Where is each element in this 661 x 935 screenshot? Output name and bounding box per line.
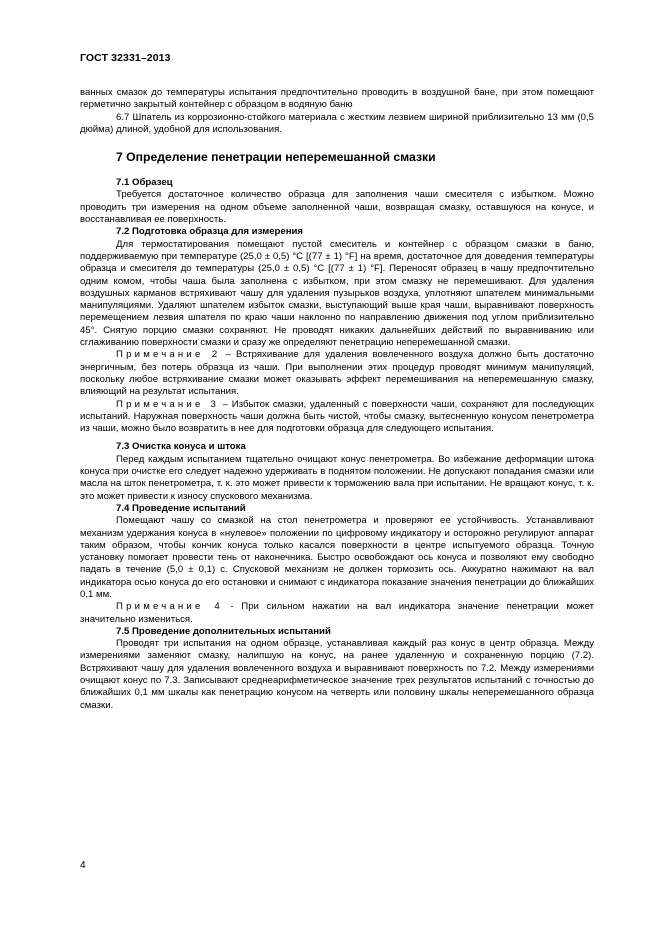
note-3 (80, 399, 594, 436)
intro-paragraph: ванных смазок до температуры испытания предпочтительно проводить в воздушной бане, при этом помещают герметично закрытый контейнер с образцом в водяную баню (80, 87, 594, 111)
note-2-label: Примечание 2 (116, 349, 221, 361)
page-number: 4 (80, 860, 86, 871)
clause-7-3-heading: 7.3 Очистка конуса и штока (116, 441, 246, 453)
note-3-label: Примечание 3 (116, 398, 219, 410)
note-3-text: – Избыток смазки, удаленный с поверхности чаши, сохраняют для последующих испытаний. Наружная поверхность чаши должна быть чистой, чтобы смазку, вытесненную конусом пенетрометра из чаши, можно было возвратить в нее для подготовки образца для следующего испытания. (80, 398, 594, 435)
clause-7-4-text: Помещают чашу со смазкой на стол пенетрометра и проверяют ее устойчивость. Устанавливают механизм удержания конуса в «нулевое» положении по цифровому индикатору и осторожно регулируют аппарат таким образом, чтобы кончик конуса только касался поверхности в центре испытуемого образца. Точную установку помогает провести тень от наконечника. Быстро освобождают ось конуса и позволяют ему свободно падать в течение (5,0 ± 0,1) с. Спусковой механизм не должен тормозить ось. Аккуратно нажимают на вал индикатора осью конуса до его остановки и снимают с индикатора показание значения пенетрации до ближайших 0,1 мм. (80, 515, 594, 600)
note-2 (80, 349, 594, 398)
clause-7-4-heading: 7.4 Проведение испытаний (116, 502, 246, 514)
document-body (80, 87, 594, 712)
clause-7-1-heading: 7.1 Образец (116, 177, 173, 189)
note-4 (80, 601, 594, 626)
note-2-text: – Встряхивание для удаления вовлеченного воздуха должно быть достаточно энергичным, без потерь образца из чаши. При выполнении этих процедур проводят минимум манипуляций, поскольку любое встряхивание смазки может оказывать эффект перемешивания на неперемешанную смазку, влияющий на результат испытания. (80, 349, 594, 398)
clause-7-5-heading: 7.5 Проведение дополнительных испытаний (116, 625, 331, 637)
section-7-title: 7 Определение пенетрации неперемешанной смазки (116, 150, 436, 165)
clause-7-2-text: Для термостатирования помещают пустой смеситель и контейнер с образцом смазки в баню, поддерживаемую при температуре (25,0 ± 0,5) °С [(77 ± 1) °F] на время, достаточное для доведения температуры образца и смесителя до температуры (25,0 ± 0,5) °С [(77 ± 1) °F]. Переносят образец в чашу предпочтительно одним комом, чтобы чаша была заполнена с избытком, при этом смазку не перемешивают. Для удаления воздушных карманов встряхивают чашу для удаления пузырьков воздуха, уплотняют шпателем минимальными манипуляциями. Удаляют шпателем избыток смазки, выступающий выше края чаши, выравнивают поверхность перемещением лезвия шпателя по краю чаши наклонно по направлению движения под углом приблизительно 45°. Снятую порцию смазки сохраняют. Не проводят никаких дальнейших действий по выравниванию или сглаживанию поверхности смазки и сразу же определяют пенетрацию неперемешанной смазки. (80, 238, 594, 349)
clause-6-7: 6.7 Шпатель из коррозионно-стойкого материала с жестким лезвием шириной приблизительно 13 мм (0,5 дюйма) длиной, удобной для использования. (80, 111, 594, 135)
clause-7-1-text: Требуется достаточное количество образца для заполнения чаши смесителя с избытком. Можно проводить три измерения на одном объеме заполненной чаши, возвращая смазку, оставшуюся на конусе, и восстанавливая ее поверхность. (80, 189, 594, 226)
note-4-label: Примечание 4 (116, 601, 223, 613)
note-4-text: - При сильном нажатии на вал индикатора значение пенетрации может значительно измениться. (80, 601, 594, 625)
clause-7-5-text: Проводят три испытания на одном образце, устанавливая каждый раз конус в центр образца. Между измерениями заменяют смазку, налипшую на конус, на ранее удаленную и сохраненную порцию (7.2). Встряхивают чашу для удаления вовлеченного воздуха и выравнивают поверхность по 7.2. Между измерениями очищают конус по 7.3. Записывают среднеарифметическое значение трех результатов испытаний с точностью до ближайших 0,1 мм шкалы как пенетрацию конусом на четверть или половину шкалы неперемешанного образца смазки. (80, 638, 594, 711)
clause-7-3-text: Перед каждым испытанием тщательно очищают конус пенетрометра. Во избежание деформации штока конуса при очистке его следует надежно удерживать в поднятом положении. Не допускают попадания смазки или масла на шток пенетрометра, т. к. это может привести к торможению вала при испытании. Не вращают конус, т. к. это может привести к износу спускового механизма. (80, 453, 594, 502)
clause-7-2-heading: 7.2 Подготовка образца для измерения (116, 226, 304, 238)
document-code-header: ГОСТ 32331–2013 (80, 52, 171, 64)
